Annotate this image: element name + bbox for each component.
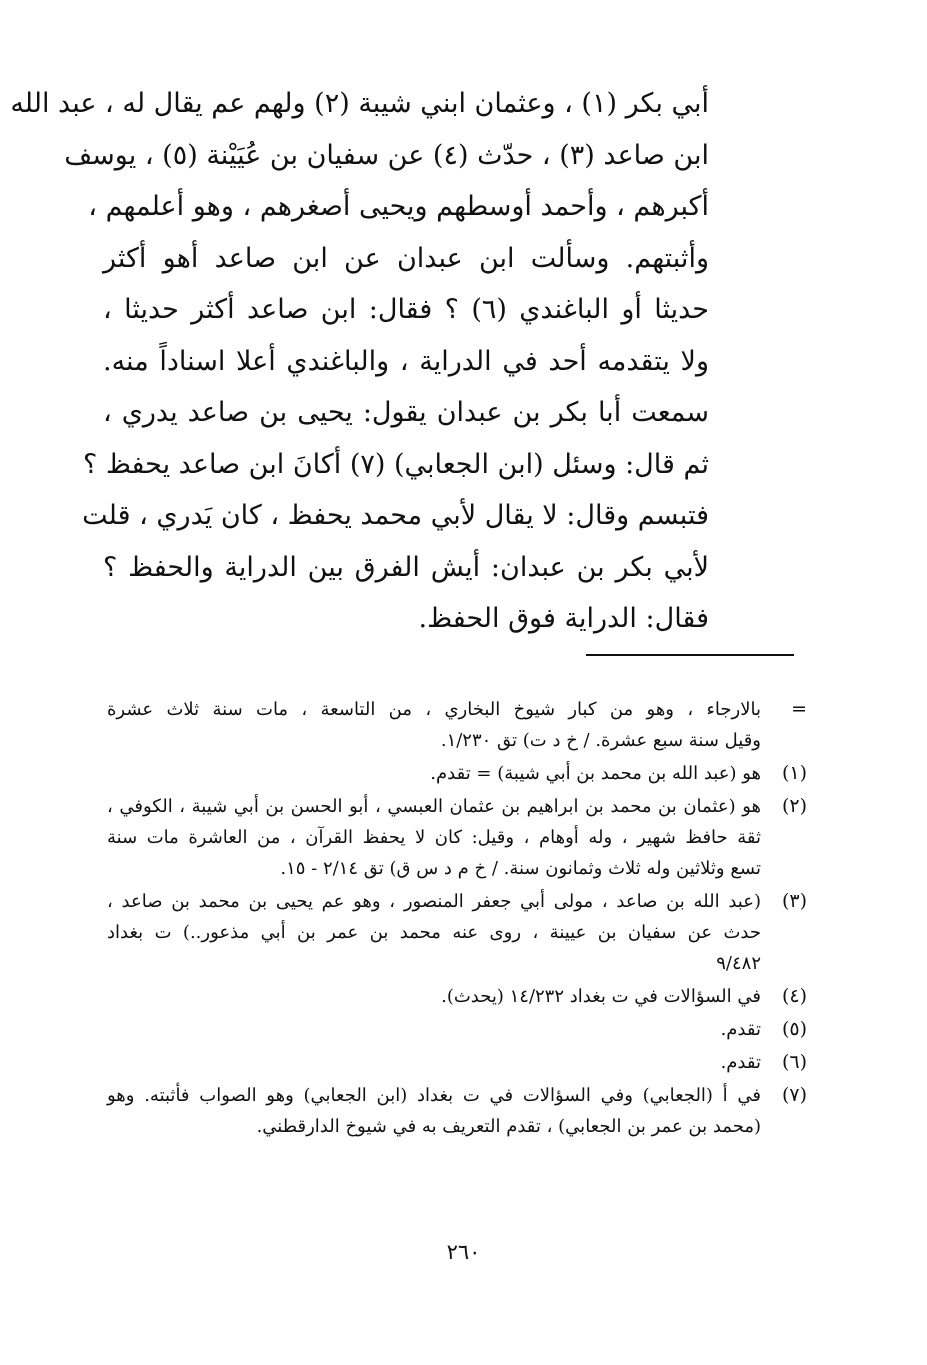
main-text-block (10, 78, 709, 645)
footnote-body (107, 1047, 761, 1078)
footnote-line: وقيل سنة سبع عشرة. / خ د ت) تق ١/٢٣٠. (440, 730, 761, 751)
footnote-line: بالارجاء ، وهو من كبار شيوخ البخاري ، من التاسعة ، مات سنة ثلاث عشرة (107, 699, 761, 720)
footnote-line: تقدم. (720, 1019, 761, 1040)
footnote-line: ثقة حافظ شهير ، وله أوهام ، وقيل: كان لا يحفظ القرآن ، من العاشرة مات سنة (107, 827, 761, 848)
footnote-separator-rule (586, 654, 794, 656)
footnote-line: (محمد بن عمر بن الجعابي) ، تقدم التعريف به في شيوخ الدارقطني. (256, 1116, 761, 1137)
main-text-line: وأثبتهم. وسألت ابن عبدان عن ابن صاعد أهو أكثر (103, 242, 709, 274)
footnote (107, 1014, 807, 1045)
footnote-line: في السؤالات في ت بغداد ١٤/٢٣٢ (يحدث). (441, 986, 761, 1007)
footnote-marker: (٤) (781, 985, 807, 1007)
main-text-line: ابن صاعد (٣) ، حدّث (٤) عن سفيان بن عُيَيْنة (٥) ، يوسف (64, 139, 709, 171)
footnote-marker: = (791, 698, 807, 720)
footnote-line: تقدم. (720, 1052, 761, 1073)
main-text-line: فتبسم وقال: لا يقال لأبي محمد يحفظ ، كان يَدري ، قلت (82, 500, 709, 531)
footnote-line: تسع وثلاثين وله ثلاث وثمانون سنة. / خ م د س ق) تق ٢/١٤ - ١٥. (280, 858, 761, 879)
main-text-line: سمعت أبا بكر بن عبدان يقول: يحيى بن صاعد يدري ، (103, 397, 709, 428)
footnote-marker: (١) (781, 762, 807, 784)
footnote (107, 1047, 807, 1078)
footnote-body (107, 1080, 761, 1142)
footnote-marker: (٥) (781, 1018, 807, 1040)
main-text-line: حديثا أو الباغندي (٦) ؟ فقال: ابن صاعد أكثر حديثا ، (103, 294, 709, 325)
footnote (107, 758, 807, 789)
main-text-line: فقال: الدراية فوق الحفظ. (418, 603, 709, 634)
footnote-body (107, 1014, 761, 1045)
footnote-marker: (٧) (781, 1084, 807, 1106)
footnote (107, 981, 807, 1012)
main-text-line: ثم قال: وسئل (ابن الجعابي) (٧) أكانَ ابن صاعد يحفظ ؟ (82, 448, 709, 480)
footnote-line: (عبد الله بن صاعد ، مولى أبي جعفر المنصور ، وهو عم يحيى بن محمد بن صاعد ، (107, 891, 761, 912)
footnote-body (107, 981, 761, 1012)
footnote-marker: (٣) (781, 890, 807, 912)
footnote-marker: (٦) (781, 1051, 807, 1073)
footnote-line: هو (عثمان بن محمد بن ابراهيم بن عثمان العبسي ، أبو الحسن بن أبي شيبة ، الكوفي ، (107, 796, 761, 817)
main-text-line: أبي بكر (١) ، وعثمان ابني شيبة (٢) ولهم عم يقال له ، عبد الله (10, 88, 709, 119)
footnote (107, 694, 807, 756)
footnote-body (107, 694, 761, 756)
footnote (107, 791, 807, 884)
footnote-line: ٩/٤٨٢ (716, 953, 761, 974)
footnote-marker: (٢) (781, 795, 807, 817)
main-text-line: أكبرهم ، وأحمد أوسطهم ويحيى أصغرهم ، وهو أعلمهم ، (88, 191, 709, 222)
footnotes-block (107, 694, 807, 1144)
footnote-line: هو (عبد الله بن محمد بن أبي شيبة) = تقدم. (430, 763, 761, 784)
main-text-line: لأبي بكر بن عبدان: أيش الفرق بين الدراية والحفظ ؟ (103, 551, 709, 583)
footnote-line: في أ (الجعابي) وفي السؤالات في ت بغداد (ابن الجعابي) وهو الصواب فأثبته. وهو (107, 1085, 761, 1106)
footnote (107, 886, 807, 979)
footnote-body (107, 758, 761, 789)
footnote (107, 1080, 807, 1142)
footnote-body (107, 886, 761, 979)
main-text-line: ولا يتقدمه أحد في الدراية ، والباغندي أعلا اسناداً منه. (103, 345, 709, 377)
footnote-line: حدث عن سفيان بن عيينة ، روى عنه محمد بن عمر بن أبي مذعور..) ت بغداد (107, 922, 761, 943)
page-number: ٢٦٠ (446, 1240, 481, 1264)
footnote-body (107, 791, 761, 884)
